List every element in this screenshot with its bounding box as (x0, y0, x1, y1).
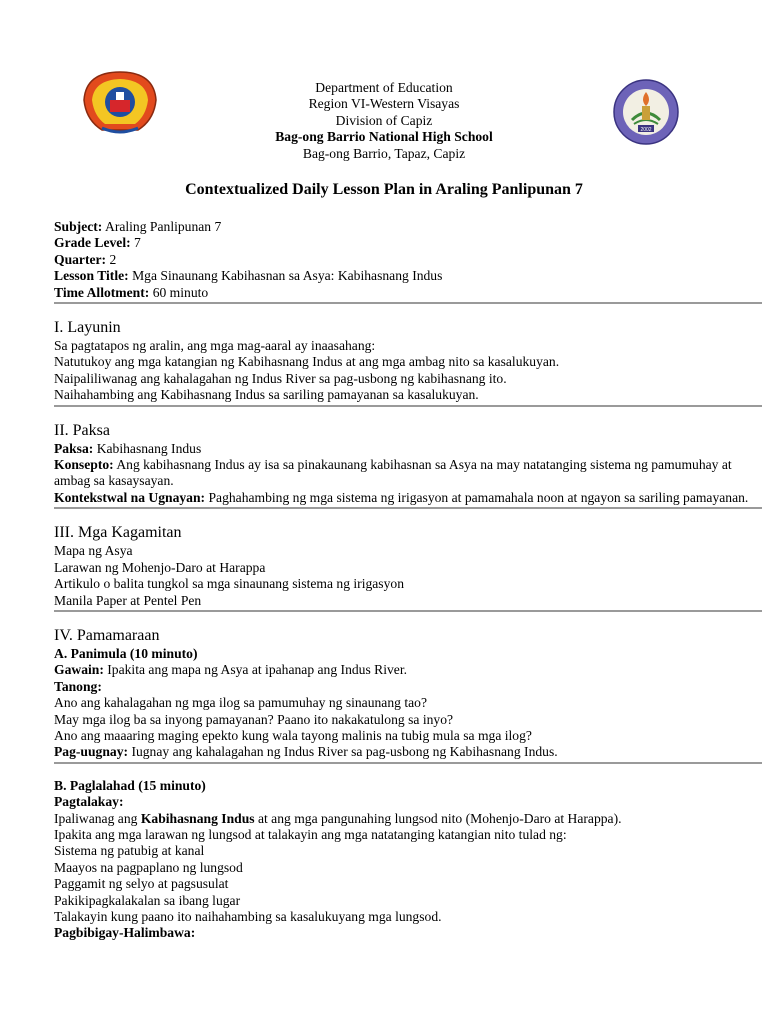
section-divider (54, 507, 762, 509)
paksa-topic: Paksa: Kabihasnang Indus (54, 440, 202, 456)
section-divider (54, 302, 762, 304)
paksa-ugnayan: Kontekstwal na Ugnayan: Paghahambing ng mga sistema ng irigasyon at pamamahala noon at ngayon sa sariling pamayanan. (54, 489, 749, 505)
header-department: Department of Education (315, 80, 453, 95)
section-heading-paksa: II. Paksa (54, 421, 110, 439)
school-seal-logo (612, 78, 680, 146)
section-heading-kagamitan: III. Mga Kagamitan (54, 524, 182, 542)
feature-item: Pakikipagkalakalan sa ibang lugar (54, 892, 241, 908)
section-divider (54, 405, 762, 407)
meta-time: Time Allotment: 60 minuto (54, 284, 209, 300)
header-division: Division of Capiz (335, 112, 433, 128)
meta-lesson-title: Lesson Title: Mga Sinaunang Kabihasnan sa Asya: Kabihasnang Indus (54, 268, 443, 284)
school-seal-year: 2002 (640, 127, 652, 133)
ipaliwanag-text: Ipaliwanag ang Kabihasnang Indus at ang mga pangunahing lungsod nito (Mohenjo-Daro at Harappa). (54, 810, 622, 826)
section-heading-pamamaraan: IV. Pamamaraan (54, 626, 160, 644)
meta-grade: Grade Level: 7 (54, 235, 141, 251)
tanong-item: Ano ang kahalagahan ng mga ilog sa pamumuhay ng sinaunang tao? (54, 695, 427, 711)
kagamitan-item: Mapa ng Asya (54, 543, 133, 559)
layunin-item: Naipaliliwanag ang kahalagahan ng Indus River sa pag-usbong ng kabihasnang ito. (54, 370, 507, 386)
pag-uugnay-text: Pag-uugnay: Iugnay ang kahalagahan ng Indus River sa pag-usbong ng Kabihasnang Indus. (54, 744, 558, 760)
kagamitan-item: Larawan ng Mohenjo-Daro at Harappa (54, 559, 266, 575)
paglalahad-heading: B. Paglalahad (15 minuto) (54, 777, 206, 793)
talakayin-text: Talakayin kung paano ito naihahambing sa kasalukuyang mga lungsod. (54, 909, 442, 924)
tanong-item: May mga ilog ba sa inyong pamayanan? Paano ito nakakatulong sa inyo? (54, 711, 454, 727)
panimula-heading: A. Panimula (10 minuto) (54, 645, 198, 661)
lesson-content (54, 219, 758, 942)
pagtalakay-label: Pagtalakay: (54, 794, 124, 810)
document-title: Contextualized Daily Lesson Plan in Araling Panlipunan 7 (185, 181, 583, 198)
header-school: Bag-ong Barrio National High School (275, 129, 493, 145)
feature-item: Paggamit ng selyo at pagsusulat (54, 876, 229, 892)
ipakita-text: Ipakita ang mga larawan ng lungsod at talakayin ang mga natatanging katangian nito tulad ng: (54, 826, 567, 842)
section-heading-layunin: I. Layunin (54, 319, 121, 337)
feature-item: Sistema ng patubig at kanal (54, 843, 205, 859)
paksa-konsepto: Konsepto: Ang kabihasnang Indus ay isa sa pinakaunang kabihasnan sa Asya na may natatanging sistema ng pamumuhay at ambag sa kasaysayan. (54, 457, 732, 489)
gawain-text: Gawain: Ipakita ang mapa ng Asya at ipahanap ang Indus River. (54, 662, 407, 678)
pagbibigay-halimbawa-label: Pagbibigay-Halimbawa: (54, 925, 196, 941)
layunin-item: Naihahambing ang Kabihasnang Indus sa sariling pamayanan sa kasalukuyan. (54, 387, 479, 403)
kagamitan-item: Artikulo o balita tungkol sa mga sinaunang sistema ng irigasyon (54, 576, 404, 592)
layunin-intro: Sa pagtatapos ng aralin, ang mga mag-aaral ay inaasahang: (54, 338, 376, 354)
header-region: Region VI-Western Visayas (308, 96, 460, 112)
kagamitan-item: Manila Paper at Pentel Pen (54, 592, 202, 608)
layunin-item: Natutukoy ang mga katangian ng Kabihasnang Indus at ang mga ambag nito sa kasalukuyan. (54, 354, 560, 370)
meta-subject: Subject: Araling Panlipunan 7 (54, 219, 222, 234)
tanong-label: Tanong: (54, 678, 102, 694)
meta-quarter: Quarter: 2 (54, 251, 117, 267)
header-address: Bag-ong Barrio, Tapaz, Capiz (302, 145, 466, 161)
section-divider (54, 610, 762, 612)
tanong-item: Ano ang maaaring maging epekto kung wala tayong malinis na tubig mula sa mga ilog? (54, 727, 532, 743)
feature-item: Maayos na pagpaplano ng lungsod (54, 859, 243, 875)
